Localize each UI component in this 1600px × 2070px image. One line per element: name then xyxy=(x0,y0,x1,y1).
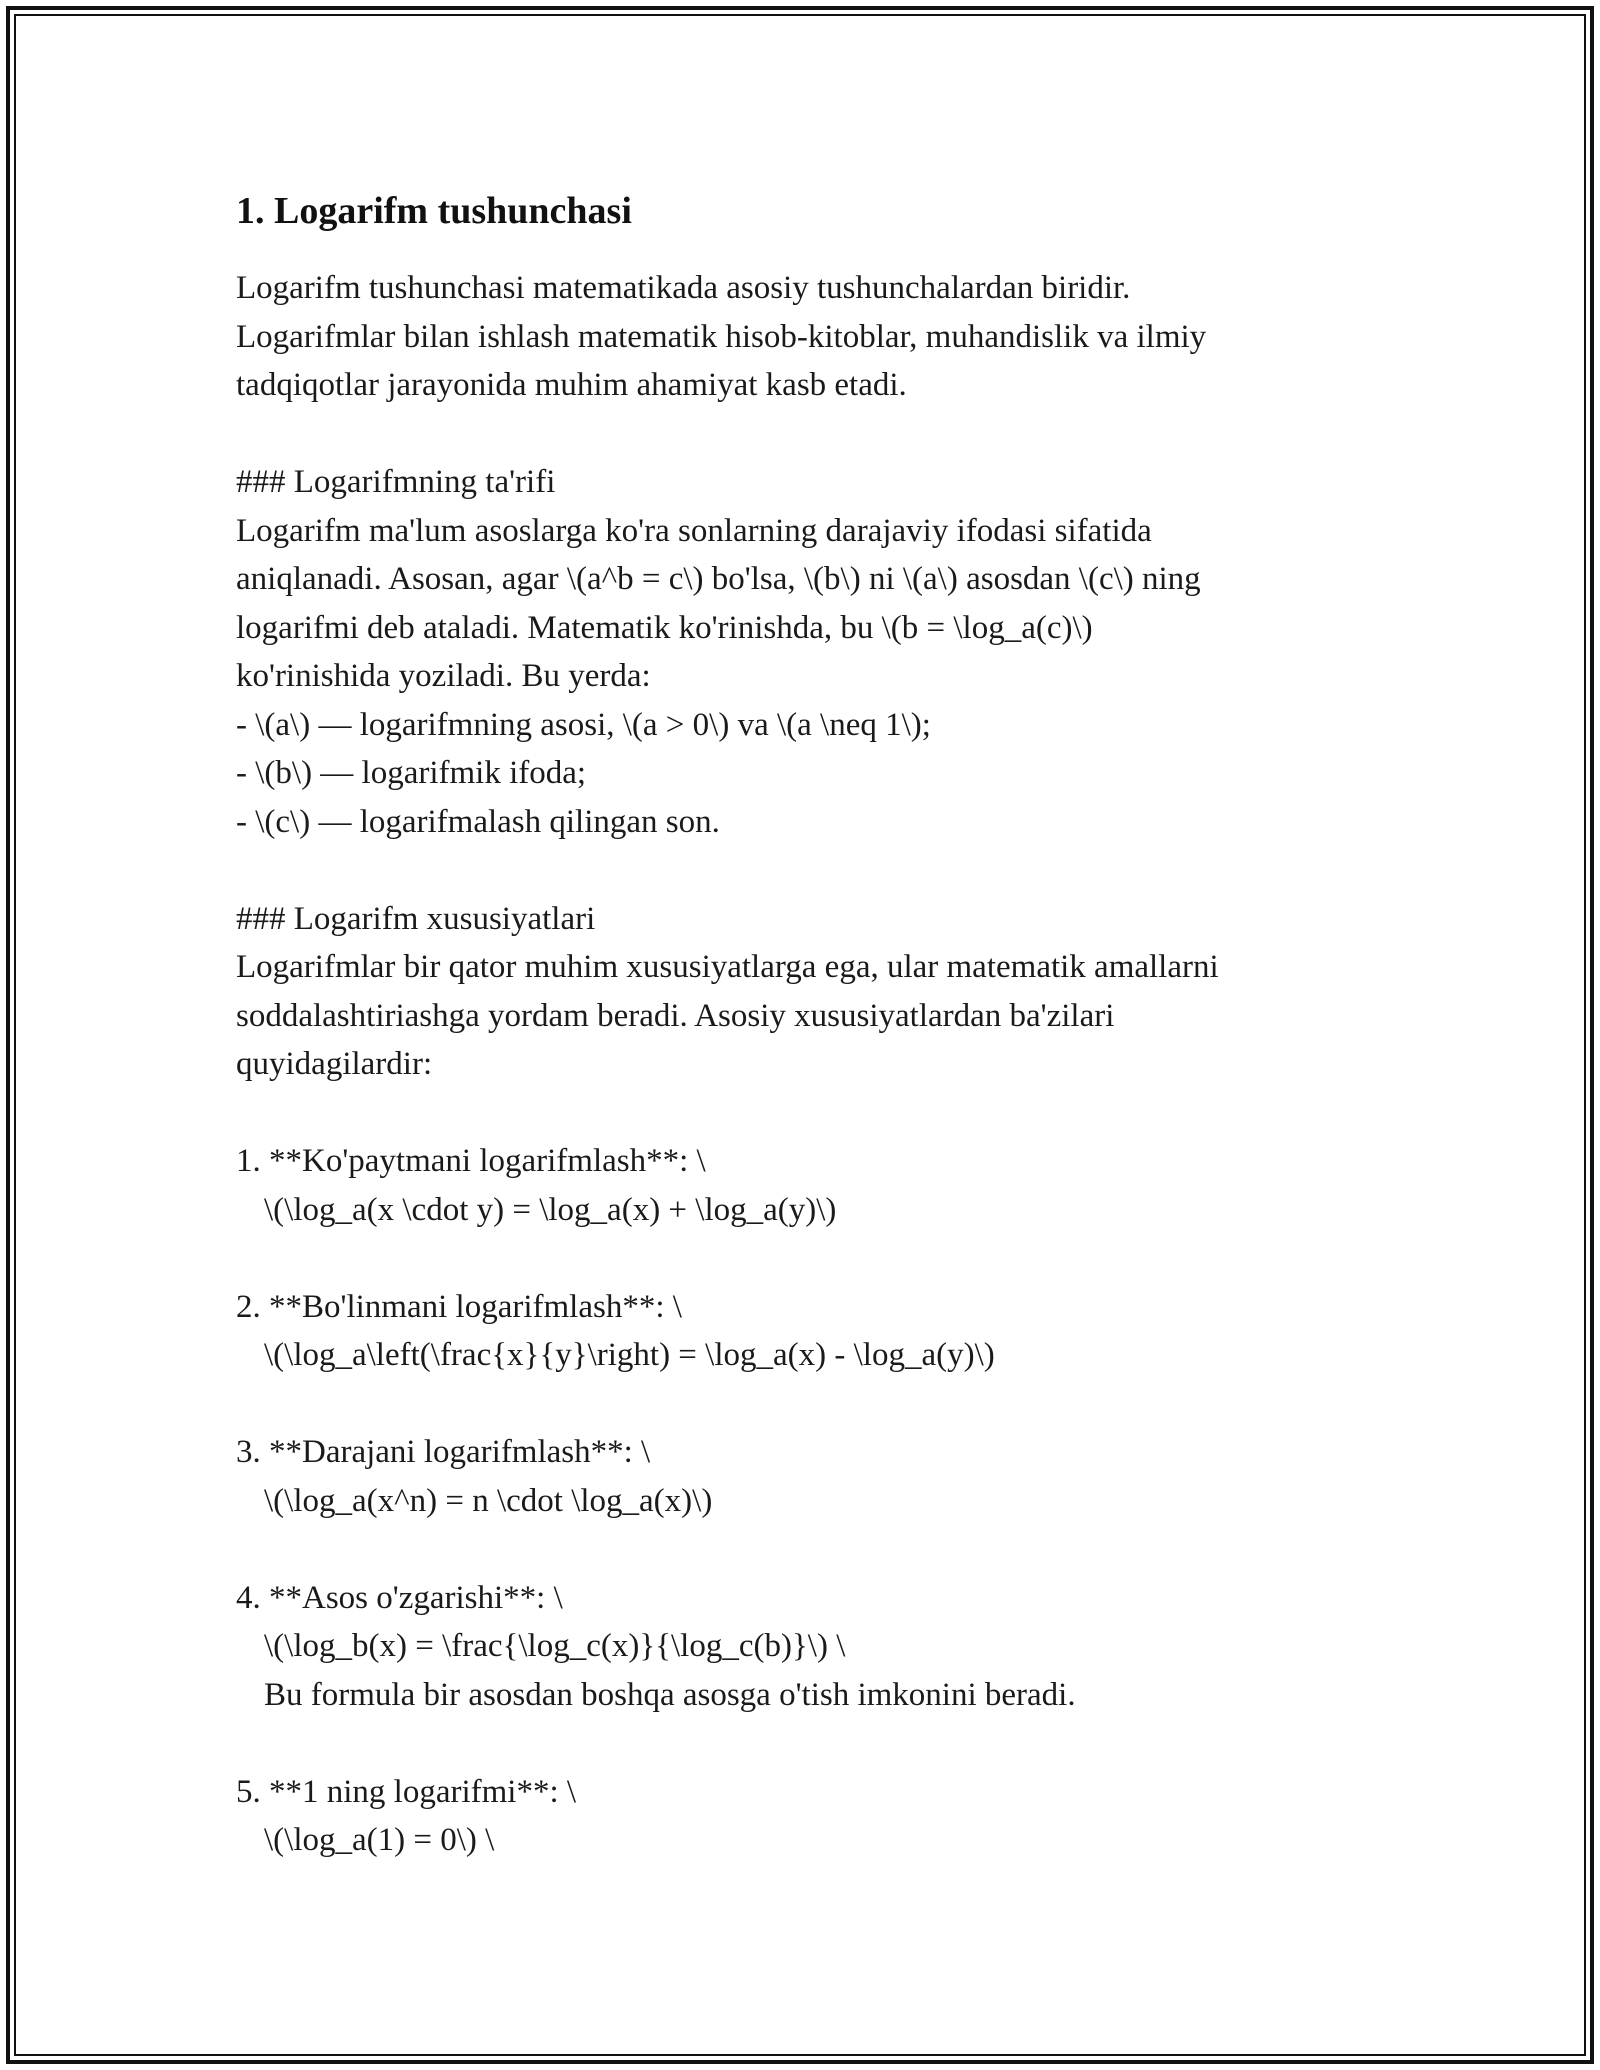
properties-line: Logarifmlar bir qator muhim xususiyatlarga ega, ular matematik amallarni xyxy=(236,949,1219,985)
property-item xyxy=(236,1428,1396,1525)
intro-line: Logarifmlar bilan ishlash matematik hisob-kitoblar, muhandislik va ilmiy xyxy=(236,318,1207,355)
intro-line: tadqiqotlar jarayonida muhim ahamiyat kasb etadi. xyxy=(236,367,907,403)
definition-list-item: - \(b\) — logarifmik ifoda; xyxy=(236,755,587,791)
definition-line: logarifmi deb ataladi. Matematik ko'rinishda, bu \(b = \log_a(c)\) xyxy=(236,609,1093,646)
property-item-heading: 2. **Bo'linmani logarifmlash**: \ xyxy=(236,1288,682,1325)
property-item xyxy=(236,1574,1396,1720)
paragraph-gap xyxy=(236,1089,1396,1138)
intro-line: Logarifm tushunchasi matematikada asosiy tushunchalardan biridir. xyxy=(236,270,1131,306)
property-item-heading: 5. **1 ning logarifmi**: \ xyxy=(236,1773,577,1810)
property-item-heading: 3. **Darajani logarifmlash**: \ xyxy=(236,1434,651,1470)
definition-line: aniqlanadi. Asosan, agar \(a^b = c\) bo'lsa, \(b\) ni \(a\) asosdan \(c\) ning xyxy=(236,561,1201,597)
property-formula: \(\log_a(1) = 0\) \ xyxy=(264,1822,495,1858)
properties-line: soddalashtiriashga yordam beradi. Asosiy xususiyatlardan ba'zilari xyxy=(236,997,1115,1034)
property-formula: \(\log_a(x \cdot y) = \log_a(x) + \log_a(y)\) xyxy=(264,1191,837,1228)
property-item xyxy=(236,1768,1396,1865)
paragraph-gap xyxy=(236,1719,1396,1768)
property-item xyxy=(236,1137,1396,1234)
section-heading: ### Logarifm xususiyatlari xyxy=(236,900,596,937)
property-formula: \(\log_b(x) = \frac{\log_c(x)}{\log_c(b)}\) \ xyxy=(264,1628,846,1664)
definition-line: Logarifm ma'lum asoslarga ko'ra sonlarning darajaviy ifodasi sifatida xyxy=(236,512,1152,549)
paragraph-gap xyxy=(236,1234,1396,1283)
definition-list-item: - \(c\) — logarifmalash qilingan son. xyxy=(236,803,720,840)
paragraph-gap xyxy=(236,1380,1396,1429)
paragraph-gap xyxy=(236,1525,1396,1574)
paragraph-gap xyxy=(236,846,1396,895)
definition-list-item: - \(a\) — logarifmning asosi, \(a > 0\) va \(a \neq 1\); xyxy=(236,706,931,743)
properties-line: quyidagilardir: xyxy=(236,1046,433,1082)
property-item-heading: 4. **Asos o'zgarishi**: \ xyxy=(236,1579,563,1616)
intro-paragraph xyxy=(236,264,1396,410)
property-note: Bu formula bir asosdan boshqa asosga o'tish imkonini beradi. xyxy=(264,1676,1076,1713)
document-body xyxy=(236,186,1396,1865)
definition-line: ko'rinishida yoziladi. Bu yerda: xyxy=(236,658,651,694)
property-formula: \(\log_a\left(\frac{x}{y}\right) = \log_a(x) - \log_a(y)\) xyxy=(264,1337,995,1373)
paragraph-gap xyxy=(236,410,1396,459)
property-item xyxy=(236,1283,1396,1380)
section-heading: ### Logarifmning ta'rifi xyxy=(236,464,556,500)
property-formula: \(\log_a(x^n) = n \cdot \log_a(x)\) xyxy=(264,1482,713,1519)
document-title: 1. Logarifm tushunchasi xyxy=(236,190,632,232)
definition-section xyxy=(236,458,1396,846)
property-item-heading: 1. **Ko'paytmani logarifmlash**: \ xyxy=(236,1143,706,1179)
properties-section xyxy=(236,895,1396,1089)
